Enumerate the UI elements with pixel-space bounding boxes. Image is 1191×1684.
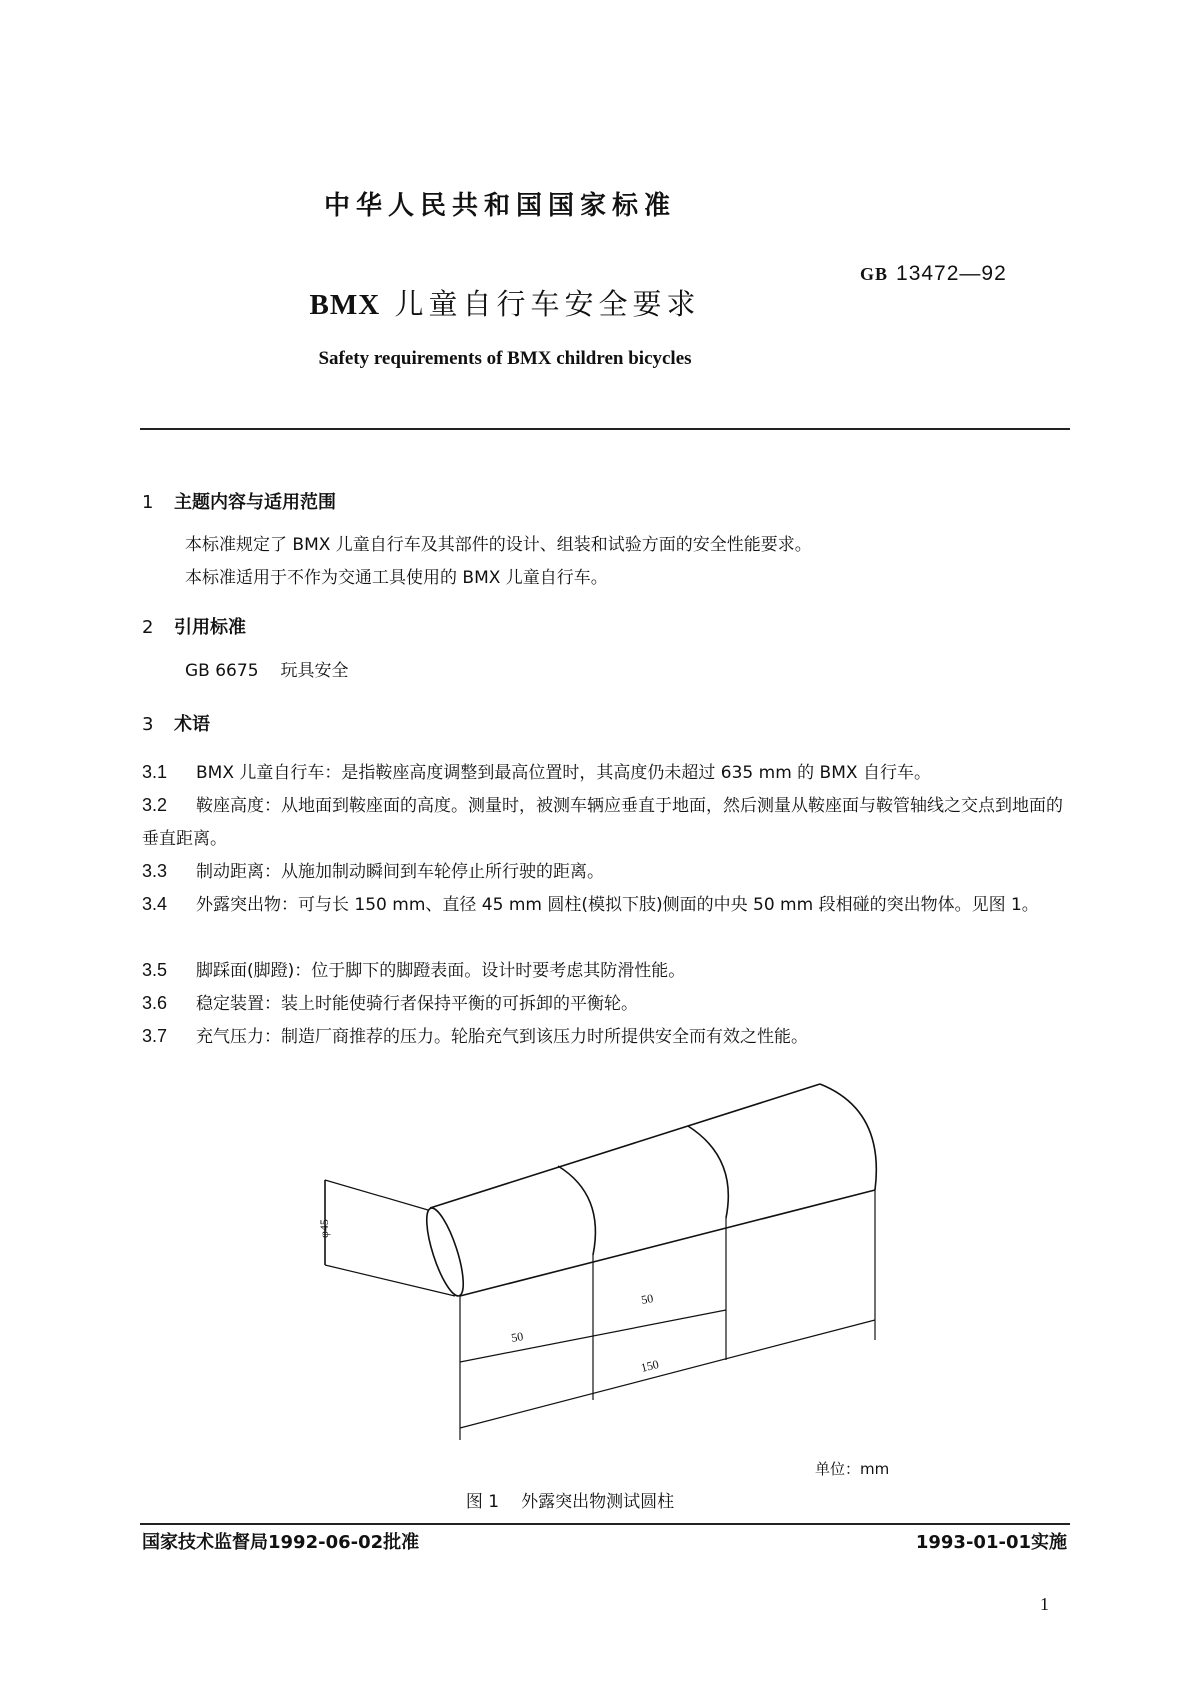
reference-code: GB 6675 (185, 661, 259, 681)
term-text: 制动距离：从施加制动瞬间到车轮停止所行驶的距离。 (196, 862, 604, 882)
term-number: 3.3 (142, 861, 168, 881)
title-chinese: 儿童自行车安全要求 (394, 287, 701, 321)
national-standard-heading: 中华人民共和国国家标准 (323, 191, 676, 221)
cylinder-left-end (419, 1205, 470, 1300)
document-title (0, 282, 1010, 323)
term-3-5 (142, 954, 1072, 988)
section-1-paragraph-1: 本标准规定了 BMX 儿童自行车及其部件的设计、组装和试验方面的安全性能要求。 (185, 535, 812, 555)
reference-title: 玩具安全 (280, 661, 349, 681)
diameter-label: φ45 (317, 1219, 331, 1238)
total-length-label: 150 (639, 1356, 661, 1375)
term-3-4 (142, 888, 1072, 922)
figure-caption (0, 1487, 1140, 1512)
section-title: 主题内容与适用范围 (174, 492, 336, 513)
term-3-2 (142, 789, 1072, 856)
section-title: 引用标准 (174, 617, 246, 638)
term-number: 3.1 (142, 762, 168, 782)
section-number: 3 (142, 714, 154, 735)
section-number: 2 (142, 617, 154, 638)
section-3-heading (142, 710, 210, 736)
term-text: 稳定装置：装上时能使骑行者保持平衡的可拆卸的平衡轮。 (196, 994, 638, 1014)
term-number: 3.5 (142, 960, 168, 980)
section-divider-1 (558, 1166, 595, 1255)
approval-line: 国家技术监督局1992-06-02批准 (142, 1532, 420, 1553)
term-number: 3.6 (142, 993, 168, 1013)
standard-code-number: 13472—92 (896, 262, 1007, 285)
section-number: 1 (142, 492, 154, 513)
term-number: 3.7 (142, 1026, 168, 1046)
diameter-extension-top (325, 1180, 428, 1210)
term-text: 脚踩面(脚蹬)：位于脚下的脚蹬表面。设计时要考虑其防滑性能。 (196, 961, 686, 981)
segment-middle-label: 50 (640, 1291, 655, 1307)
diameter-extension-bottom (325, 1265, 455, 1296)
figure-number: 图 1 (465, 1492, 500, 1512)
term-3-1 (142, 756, 1072, 790)
page-number: 1 (1040, 1594, 1049, 1614)
section-1-paragraph-2: 本标准适用于不作为交通工具使用的 BMX 儿童自行车。 (185, 568, 608, 588)
figure-caption-text: 外露突出物测试圆柱 (521, 1492, 675, 1512)
segment-left-label: 50 (510, 1329, 525, 1345)
title-latin: BMX (309, 289, 381, 321)
term-3-7 (142, 1020, 1072, 1054)
term-number: 3.4 (142, 894, 168, 914)
term-text: BMX 儿童自行车：是指鞍座高度调整到最高位置时，其高度仍未超过 635 mm 的 BMX 自行车。 (196, 763, 931, 783)
effective-date-line: 1993-01-01实施 (915, 1532, 1067, 1553)
section-title: 术语 (174, 714, 210, 735)
header-divider (140, 428, 1070, 430)
cylinder-top-edge (430, 1084, 820, 1208)
section-divider-2 (688, 1126, 728, 1218)
term-number: 3.2 (142, 795, 168, 815)
cylinder-bottom-edge (460, 1190, 875, 1296)
figure-1-cylinder-drawing (300, 1070, 920, 1450)
term-text: 外露突出物：可与长 150 mm、直径 45 mm 圆柱(模拟下肢)侧面的中央 50 mm 段相碰的突出物体。见图 1。 (196, 895, 1039, 915)
unit-label: 单位：mm (815, 1460, 890, 1478)
standard-code-prefix: GB (860, 264, 889, 284)
reference-item (185, 655, 349, 687)
term-3-6 (142, 987, 1072, 1021)
term-text: 鞍座高度：从地面到鞍座面的高度。测量时，被测车辆应垂直于地面，然后测量从鞍座面与鞍管轴线之交点到地面的垂直距离。 (142, 796, 1063, 849)
term-3-3 (142, 855, 1072, 889)
document-subtitle: Safety requirements of BMX children bicycles (318, 348, 692, 369)
section-1-heading (142, 488, 336, 514)
term-text: 充气压力：制造厂商推荐的压力。轮胎充气到该压力时所提供安全而有效之性能。 (196, 1027, 808, 1047)
cylinder-right-end (820, 1084, 876, 1190)
footer-divider (140, 1523, 1070, 1525)
section-2-heading (142, 613, 246, 639)
